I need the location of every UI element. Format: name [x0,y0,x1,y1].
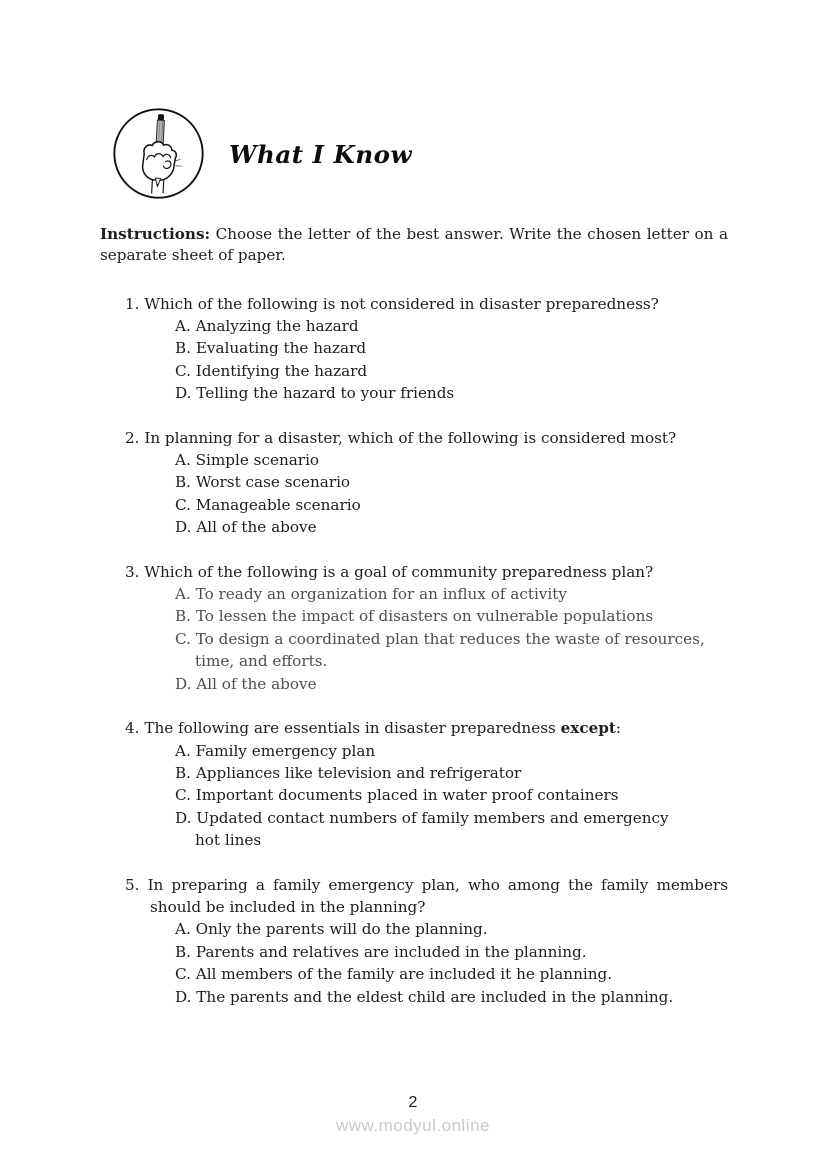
answer-option: C. All members of the family are included it he planning. [175,965,613,984]
answer-option: B. Parents and relatives are included in the planning. [175,942,587,961]
page-number: 2 [408,1094,418,1111]
instructions-label: Instructions: [100,225,211,243]
answer-option: A. Simple scenario [175,451,320,470]
answer-option: A. Analyzing the hazard [175,317,359,335]
answer-option: B. Evaluating the hazard [175,339,367,358]
answer-option: C. To design a coordinated plan that reduces the waste of resources, time, and efforts. [175,629,705,671]
section-header [0,0,826,201]
watermark: www.modyul.online [335,1116,490,1135]
question-number: 1. [125,294,140,313]
question-4 [125,717,728,851]
page-footer [0,1092,826,1138]
answer-option: C. Important documents placed in water proof containers [175,786,619,805]
answer-option: D. The parents and the eldest child are included in the planning. [175,987,674,1006]
answer-option: A. Family emergency plan [175,741,376,760]
question-text: 2. In planning for a disaster, which of the following is considered most? [125,428,677,447]
hand-holding-pencil-icon [110,106,207,201]
answer-option: D. All of the above [175,674,317,693]
section-title: What I Know [229,140,413,169]
question-5 [125,874,728,1008]
answer-option: D. Telling the hazard to your friends [175,384,455,403]
question-list [125,293,728,1008]
instructions [100,224,728,267]
question-1 [125,293,728,405]
answer-option: D. All of the above [175,518,317,537]
answer-option: B. Appliances like television and refrigerator [175,763,522,782]
question-3 [125,561,728,695]
question-number: 3. [125,562,140,581]
answer-option: A. Only the parents will do the planning. [175,920,488,939]
question-number: 4. [125,719,140,738]
instructions-text: Choose the letter of the best answer. Write the chosen letter on a separate sheet of paper. [100,225,728,265]
question-text: 1. Which of the following is not considered in disaster preparedness? [125,294,659,313]
answer-option: C. Identifying the hazard [175,361,368,380]
question-text: 3. Which of the following is a goal of community preparedness plan? [125,562,654,581]
question-text: 5. In preparing a family emergency plan, who among the family members should be included in the planning? [125,875,729,916]
question-number: 2. [125,428,140,447]
answer-option: B. To lessen the impact of disasters on vulnerable populations [175,607,654,626]
question-text: 4. The following are essentials in disaster preparedness except: [125,719,621,738]
answer-option: D. Updated contact numbers of family members and emergency hot lines [175,808,669,850]
answer-option: C. Manageable scenario [175,495,361,514]
question-number: 5. [125,875,140,894]
answer-option: A. To ready an organization for an influx of activity [175,585,567,604]
answer-option: B. Worst case scenario [175,473,351,492]
question-2 [125,427,728,539]
